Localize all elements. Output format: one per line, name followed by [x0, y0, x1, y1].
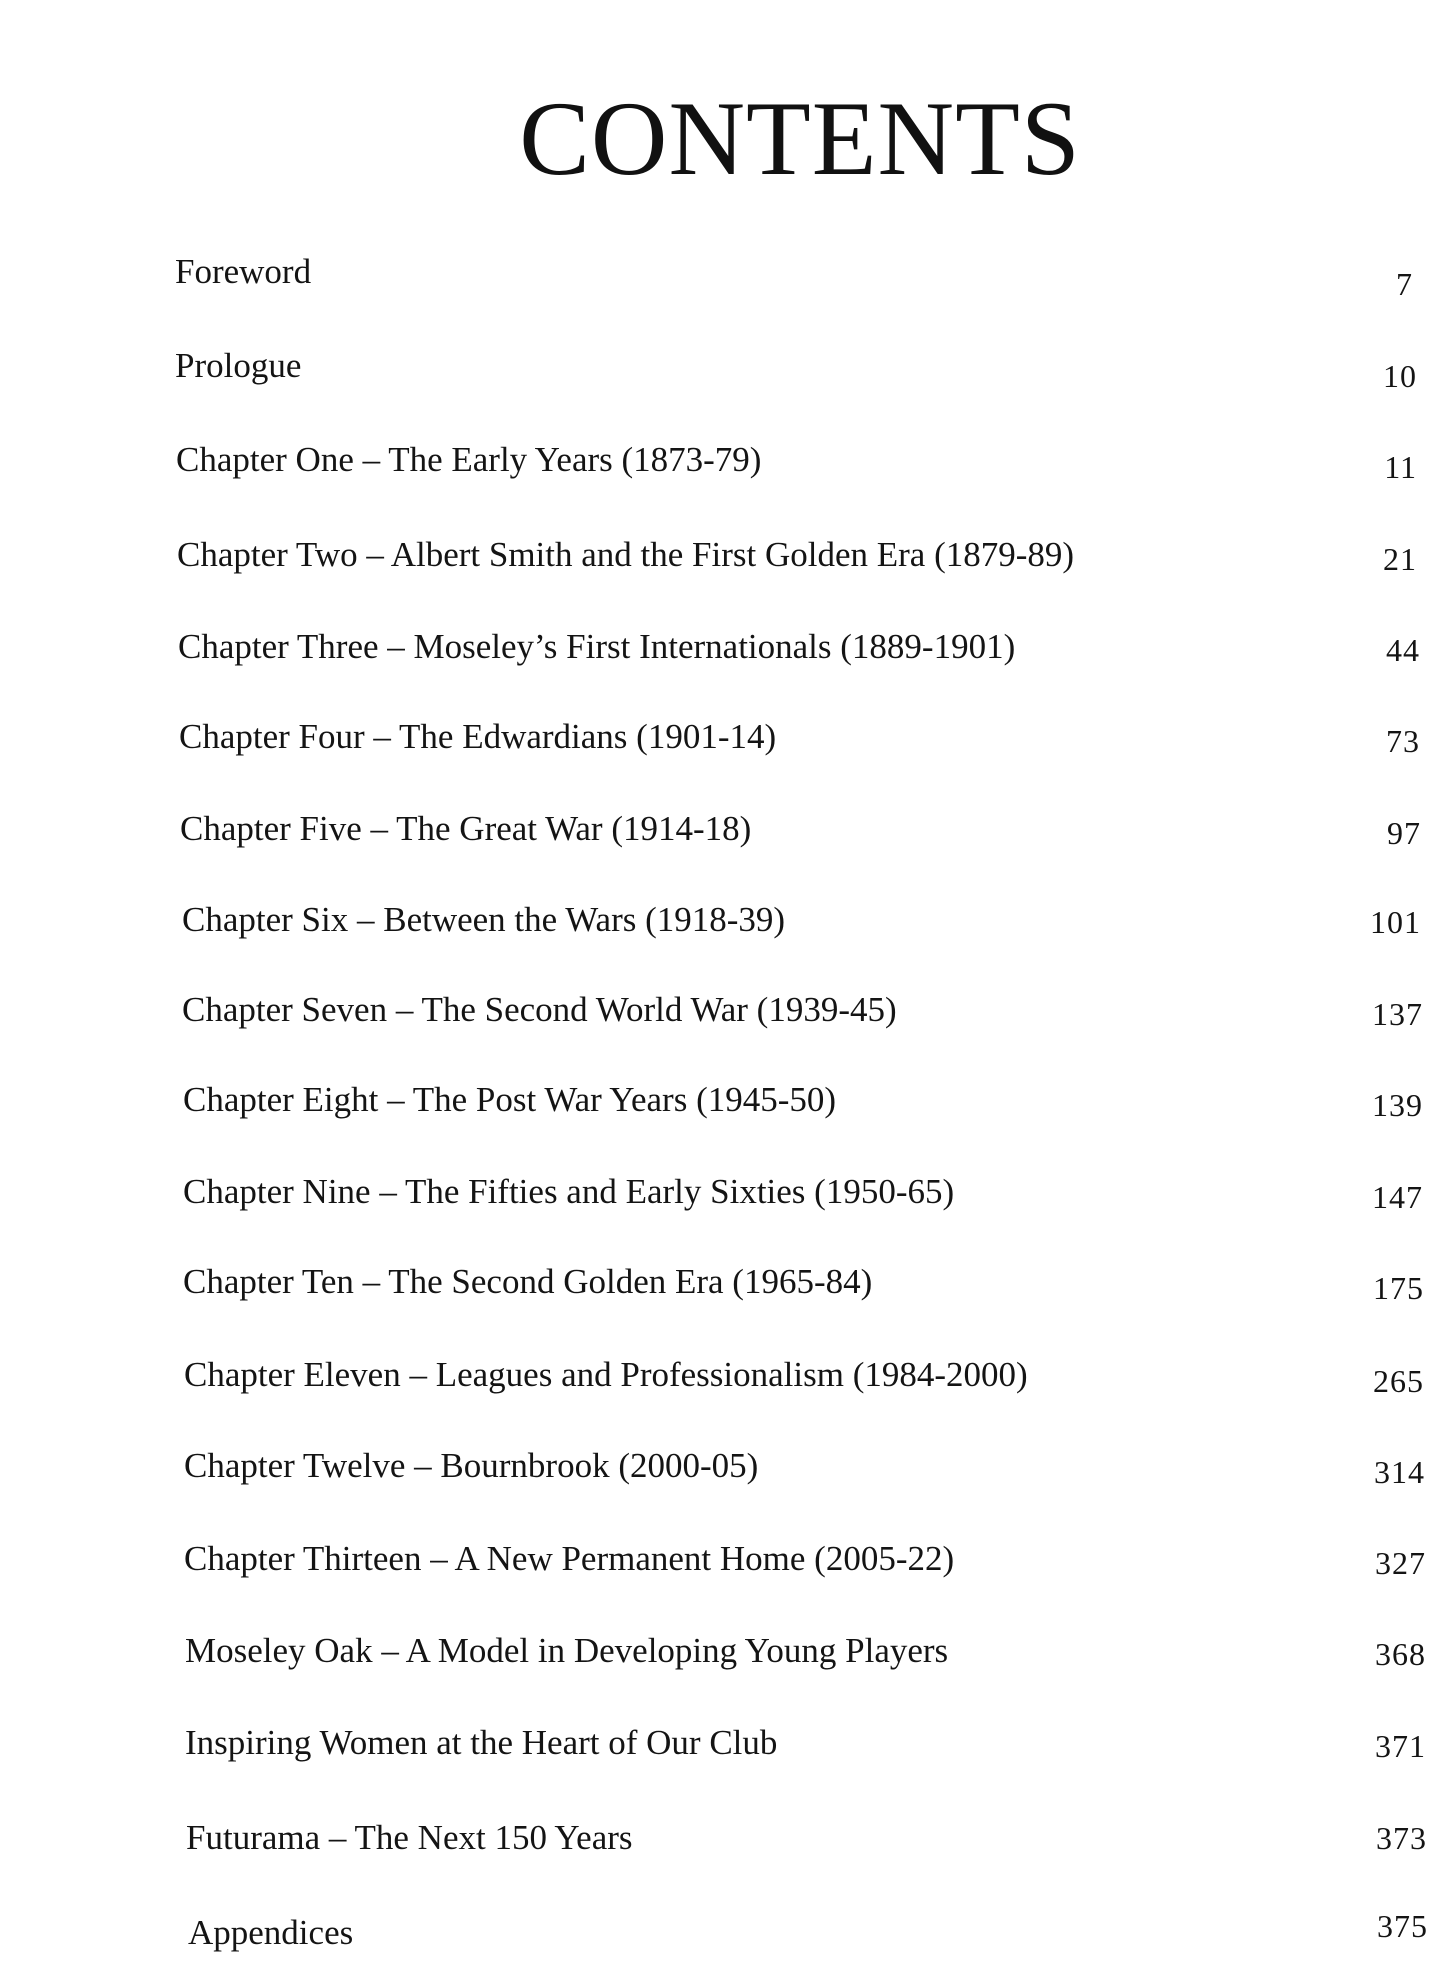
page-title: CONTENTS: [519, 80, 1081, 197]
toc-entry-page: 265: [1373, 1363, 1424, 1399]
toc-entry-page: 175: [1373, 1270, 1424, 1306]
toc-entry-title: Chapter Eleven – Leagues and Professionalism (1984-2000): [184, 1355, 1028, 1394]
toc-entry-page: 314: [1374, 1454, 1425, 1490]
toc-entry-page: 147: [1372, 1179, 1423, 1215]
toc-entry-page: 139: [1372, 1087, 1423, 1123]
toc-entry-title: Chapter One – The Early Years (1873-79): [176, 440, 762, 479]
toc-entry-title: Chapter Four – The Edwardians (1901-14): [179, 717, 777, 756]
toc-entry-title: Prologue: [175, 346, 302, 385]
toc-entry-page: 101: [1370, 904, 1421, 940]
toc-entry-title: Futurama – The Next 150 Years: [186, 1818, 633, 1857]
toc-entry-title: Moseley Oak – A Model in Developing Young Players: [185, 1631, 949, 1670]
toc-entry-page: 137: [1372, 996, 1423, 1032]
toc-entry-page: 327: [1375, 1545, 1426, 1581]
toc-entry-title: Foreword: [175, 252, 312, 291]
toc-entry-page: 11: [1384, 449, 1417, 485]
toc-entry-page: 10: [1383, 358, 1417, 394]
toc-entry-title: Chapter Five – The Great War (1914-18): [180, 809, 752, 848]
toc-entry-page: 73: [1386, 723, 1420, 759]
toc-entry-title: Chapter Nine – The Fifties and Early Sixties (1950-65): [183, 1172, 955, 1211]
toc-entry-title: Chapter Thirteen – A New Permanent Home (2005-22): [184, 1539, 955, 1578]
toc-entry-page: 375: [1377, 1908, 1428, 1944]
toc-entry-page: 97: [1387, 815, 1421, 851]
toc-entry-title: Chapter Two – Albert Smith and the First Golden Era (1879-89): [177, 535, 1075, 574]
toc-entry-title: Chapter Three – Moseley’s First Internationals (1889-1901): [178, 627, 1016, 666]
toc-entry-page: 44: [1386, 632, 1420, 668]
toc-entry-page: 21: [1383, 541, 1417, 577]
toc-entry-title: Chapter Ten – The Second Golden Era (1965-84): [183, 1262, 873, 1301]
toc-entry-title: Chapter Seven – The Second World War (1939-45): [182, 990, 897, 1029]
toc-entry-title: Appendices: [188, 1913, 354, 1952]
toc-entry-title: Chapter Eight – The Post War Years (1945-50): [183, 1080, 837, 1119]
toc-entry-title: Inspiring Women at the Heart of Our Club: [185, 1723, 778, 1762]
toc-entry-title: Chapter Twelve – Bournbrook (2000-05): [184, 1446, 759, 1485]
toc-entry-page: 368: [1375, 1636, 1426, 1672]
toc-entry-title: Chapter Six – Between the Wars (1918-39): [182, 900, 786, 939]
toc-entry-page: 373: [1376, 1820, 1427, 1856]
toc-entry-page: 371: [1375, 1728, 1426, 1764]
toc-entry-page: 7: [1396, 266, 1413, 302]
